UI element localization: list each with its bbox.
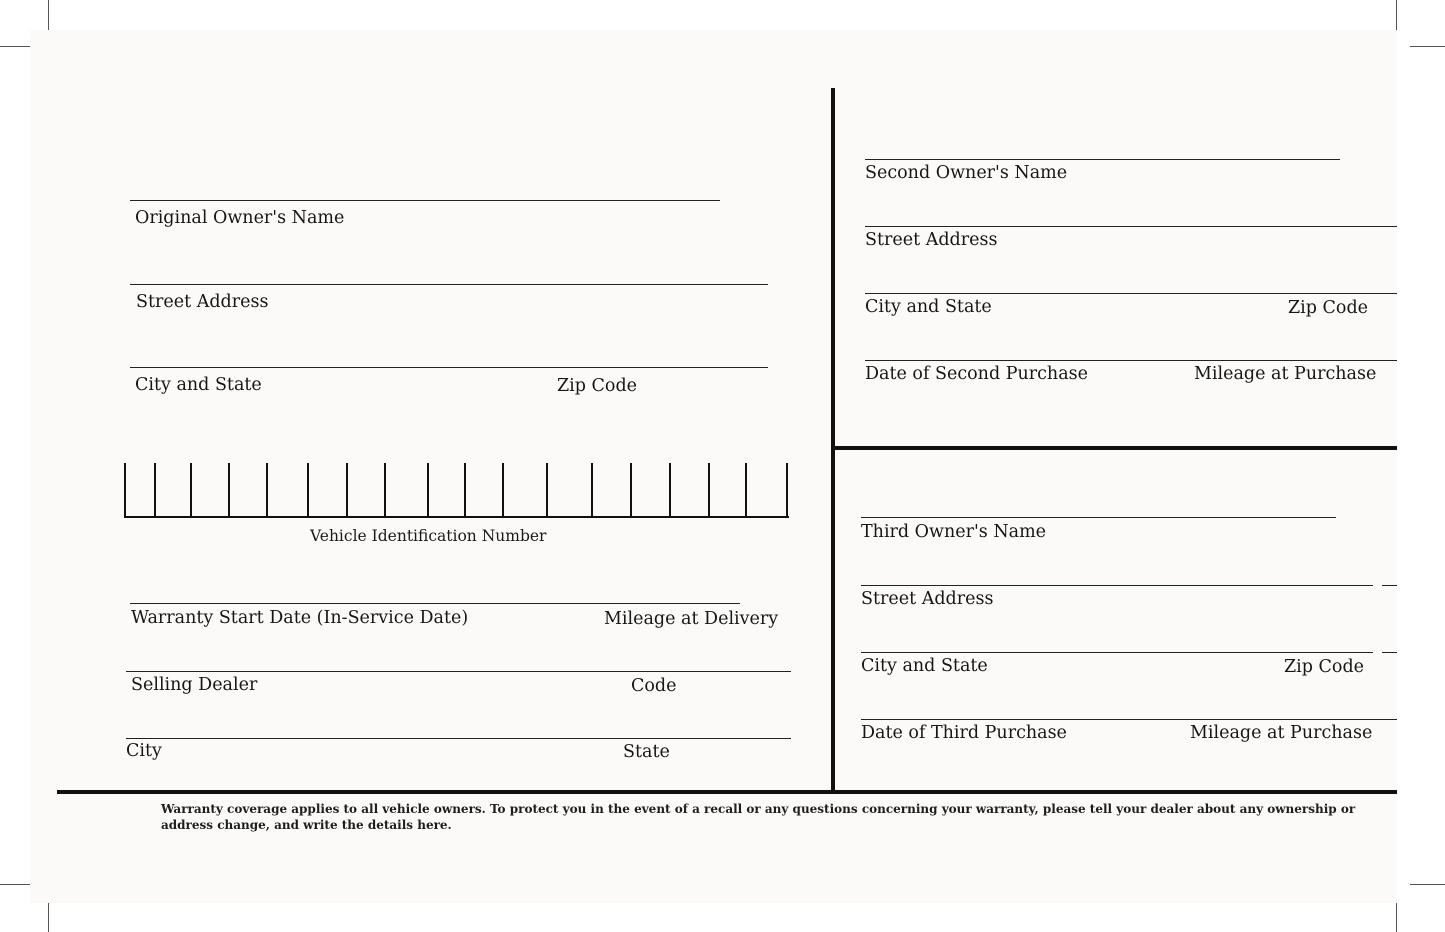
third-zip-label: Zip Code bbox=[1284, 657, 1365, 677]
dealer-state-label: State bbox=[623, 742, 670, 762]
vin-tick bbox=[786, 463, 788, 518]
crop-mark-bottom-left-v bbox=[48, 900, 49, 932]
crop-mark-top-right-h bbox=[1410, 46, 1445, 47]
ownership-card bbox=[30, 30, 1397, 903]
vin-tick bbox=[708, 463, 710, 518]
original-zip-label: Zip Code bbox=[557, 376, 638, 396]
second-owner-name-line[interactable] bbox=[865, 159, 1340, 160]
selling-dealer-line[interactable] bbox=[126, 671, 791, 672]
third-city-line-end bbox=[1382, 652, 1397, 653]
vin-tick bbox=[630, 463, 632, 518]
vin-tick bbox=[502, 463, 504, 518]
vin-tick bbox=[124, 463, 126, 518]
vin-tick bbox=[745, 463, 747, 518]
vin-tick bbox=[464, 463, 466, 518]
dealer-city-label: City bbox=[126, 741, 162, 761]
selling-dealer-label: Selling Dealer bbox=[131, 675, 258, 695]
owner-section-divider bbox=[831, 446, 1397, 450]
vin-tick bbox=[228, 463, 230, 518]
third-mileage-label: Mileage at Purchase bbox=[1190, 723, 1373, 743]
crop-mark-bottom-right-h bbox=[1410, 884, 1445, 885]
original-owner-name-label: Original Owner's Name bbox=[135, 208, 345, 228]
second-date-line[interactable] bbox=[865, 360, 1397, 361]
third-street-label: Street Address bbox=[861, 589, 994, 609]
vin-tick bbox=[427, 463, 429, 518]
vin-tick bbox=[669, 463, 671, 518]
third-owner-name-line[interactable] bbox=[861, 517, 1336, 518]
footer-line-2: address change, and write the details here. bbox=[161, 818, 452, 832]
third-date-label: Date of Third Purchase bbox=[861, 723, 1067, 743]
warranty-start-line[interactable] bbox=[130, 603, 740, 604]
warranty-start-label: Warranty Start Date (In-Service Date) bbox=[131, 608, 469, 628]
original-owner-name-line[interactable] bbox=[130, 200, 720, 201]
vin-tick bbox=[307, 463, 309, 518]
mileage-delivery-label: Mileage at Delivery bbox=[604, 609, 779, 629]
original-street-label: Street Address bbox=[136, 292, 269, 312]
third-date-line[interactable] bbox=[861, 719, 1397, 720]
crop-mark-top-right-v bbox=[1396, 0, 1397, 32]
footer-divider bbox=[57, 790, 1397, 794]
vin-tick bbox=[266, 463, 268, 518]
vin-tick bbox=[384, 463, 386, 518]
second-city-label: City and State bbox=[865, 297, 992, 317]
third-city-label: City and State bbox=[861, 656, 988, 676]
second-date-label: Date of Second Purchase bbox=[865, 364, 1088, 384]
original-city-line[interactable] bbox=[130, 367, 768, 368]
vin-tick bbox=[190, 463, 192, 518]
vin-tick bbox=[591, 463, 593, 518]
third-city-line[interactable] bbox=[861, 652, 1373, 653]
second-street-line[interactable] bbox=[865, 226, 1397, 227]
vin-baseline bbox=[124, 516, 789, 518]
second-mileage-label: Mileage at Purchase bbox=[1194, 364, 1377, 384]
vertical-divider bbox=[831, 88, 835, 792]
dealer-city-line[interactable] bbox=[126, 738, 791, 739]
vin-label: Vehicle Identification Number bbox=[310, 527, 547, 545]
second-zip-label: Zip Code bbox=[1288, 298, 1369, 318]
original-city-label: City and State bbox=[135, 375, 262, 395]
vin-tick bbox=[154, 463, 156, 518]
third-owner-name-label: Third Owner's Name bbox=[861, 522, 1047, 542]
dealer-code-label: Code bbox=[631, 676, 677, 696]
crop-mark-top-left-v bbox=[48, 0, 49, 32]
second-city-line[interactable] bbox=[865, 293, 1397, 294]
vin-tick bbox=[546, 463, 548, 518]
second-owner-name-label: Second Owner's Name bbox=[865, 163, 1068, 183]
third-street-line[interactable] bbox=[861, 585, 1373, 586]
third-street-line-end bbox=[1382, 585, 1397, 586]
crop-mark-bottom-right-v bbox=[1396, 900, 1397, 932]
vin-tick bbox=[346, 463, 348, 518]
footer-line-1: Warranty coverage applies to all vehicle owners. To protect you in the event of a recall or any questions concerning your warranty, please tell your dealer about any ownership or bbox=[161, 802, 1356, 816]
original-street-line[interactable] bbox=[130, 284, 768, 285]
second-street-label: Street Address bbox=[865, 230, 998, 250]
